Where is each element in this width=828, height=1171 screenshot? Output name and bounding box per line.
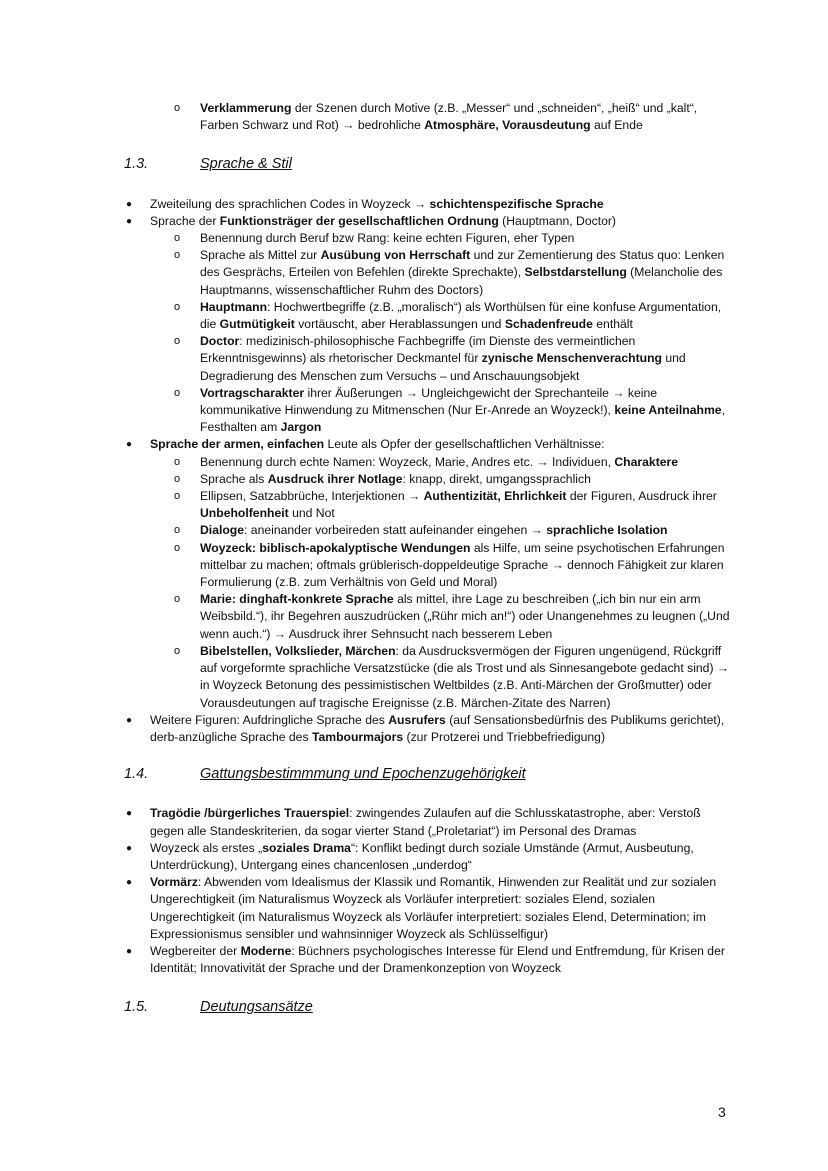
bold-text: Hauptmann [200, 299, 268, 314]
disc-bullet-icon: ● [126, 808, 133, 820]
bold-text: Moderne [240, 943, 292, 958]
bold-text: zynische Menschenverachtung [481, 351, 662, 366]
section-heading-1-3 [124, 156, 734, 173]
sub-bullet-item [124, 454, 734, 471]
section-1-3-list [124, 196, 734, 747]
text-run: : medizinisch-philosophische Fachbegriffe (im Dienste des vermeintlichen Erkenntnisgewinns) als rhetorischer Deckmantel für [200, 334, 636, 366]
text-run: : aneinander vorbeireden statt aufeinander eingehen → [244, 523, 547, 538]
bold-text: Bibelstellen, Volkslieder, Märchen [200, 643, 396, 658]
circle-bullet-icon: o [174, 524, 181, 537]
bold-text: Sprache der armen, einfachen [150, 437, 325, 452]
text-run: Sprache der [150, 213, 220, 228]
item-text [150, 875, 716, 941]
text-run: : Abwenden vom Idealismus der Klassik und Romantik, Hinwenden zur Realität und zur sozialen Ungerechtigkeit (im Naturalismus Woyzeck als Vorläufer interpretiert: soziales Elend, sozialen Ungerechtigkeit (im Naturalismus Woyzeck als Vorläufer interpretiert: soziales Elend, Determination; im Expressionismus sensibler und wahnsinniger Woyzeck als Schlüsselfigur) [150, 875, 717, 941]
text-run: auf Ende [590, 118, 643, 133]
intro-item-text [200, 101, 697, 132]
section-number: 1.4. [124, 766, 149, 783]
bold-text: Atmosphäre, Vorausdeutung [424, 118, 591, 133]
bold-text: Vortragscharakter [200, 385, 305, 400]
circle-bullet-icon: o [174, 300, 181, 313]
document-body [124, 100, 734, 1017]
item-text [200, 231, 574, 245]
bullet-item [124, 840, 734, 874]
bold-text: keine Anteilnahme [614, 403, 722, 418]
item-text [200, 472, 591, 486]
text-run: als mittel, ihre Lage zu beschreiben („ich bin nur ein arm Weibsbild.“), ihr Begehren auszudrücken („Rühr mich an!“) oder Unangenehmes zu leugnen („Und wenn auch.“) → Ausdruck ihrer Sehnsucht nach besserem Leben [200, 592, 730, 641]
section-title: Sprache & Stil [200, 156, 292, 173]
text-run: und zur Zementierung des Status quo: Lenken des Gesprächs, Erteilen von Befehlen (direkte Sprechakte), [200, 248, 725, 280]
bold-text: soziales Drama [262, 840, 351, 855]
text-run: (Melancholie des Hauptmanns, wissenschaftlicher Ruhm des Doctors) [200, 265, 723, 297]
item-text [150, 944, 725, 975]
text-run: Sprache als Mittel zur [200, 248, 321, 263]
item-text [200, 248, 724, 296]
text-run: Woyzeck als erstes „ [150, 840, 263, 855]
text-run: Ellipsen, Satzabbrüche, Interjektionen → [200, 489, 424, 504]
text-run: : zwingendes Zulaufen auf die Schlusskatastrophe, aber: Verstoß gegen alle Standeskriterien, da sogar vierter Stand („Proletariat“) im Personal des Dramas [150, 806, 701, 838]
bold-text: Gutmütigkeit [219, 317, 295, 332]
disc-bullet-icon: ● [126, 215, 133, 227]
item-text [200, 644, 729, 710]
bold-text: sprachliche Isolation [546, 523, 668, 538]
text-run: “: Konflikt bedingt durch soziale Umstände (Armut, Ausbeutung, Unterdrückung), Untergang eines chancenlosen „underdog“ [150, 840, 694, 872]
bold-text: Selbstdarstellung [524, 265, 627, 280]
bold-text: Schadenfreude [504, 317, 593, 332]
item-text [150, 437, 605, 451]
text-run: vortäuscht, aber Herablassungen und [294, 317, 505, 332]
text-run: und Degradierung des Menschen zum Versuchs – und Anschauungsobjekt [200, 351, 686, 383]
text-run: : knapp, direkt, umgangssprachlich [402, 471, 591, 486]
bold-text: Unbeholfenheit [200, 506, 289, 521]
sub-bullet-item [124, 488, 734, 522]
section-heading-1-5 [124, 999, 734, 1016]
item-text [150, 841, 694, 872]
bold-text: Tragödie /bürgerliches Trauerspiel [150, 806, 350, 821]
item-text [150, 713, 724, 744]
text-run: Sprache als [200, 471, 268, 486]
disc-bullet-icon: ● [126, 945, 133, 957]
circle-bullet-icon: o [174, 386, 181, 399]
item-text [200, 300, 721, 331]
bold-text: Verklammerung [200, 101, 292, 115]
text-run: Benennung durch Beruf bzw Rang: keine echten Figuren, eher Typen [200, 231, 575, 246]
item-text [150, 806, 701, 837]
section-title: Gattungsbestimmmung und Epochenzugehörigkeit [200, 766, 526, 783]
bold-text: Marie: dinghaft-konkrete Sprache [200, 592, 394, 607]
sub-bullet-item [124, 385, 734, 437]
sub-bullet-item [124, 643, 734, 712]
bold-text: Woyzeck: biblisch-apokalyptische Wendungen [200, 540, 471, 555]
text-run: Leute als Opfer der gesellschaftlichen Verhältnisse: [324, 437, 605, 452]
item-text [150, 214, 616, 228]
sub-bullet-item [124, 247, 734, 299]
sub-bullet-item [124, 299, 734, 333]
circle-bullet-icon: o [174, 644, 181, 657]
text-run: (auf Sensationsbedürfnis des Publikums gerichtet), derb-anzügliche Sprache des [150, 712, 725, 744]
text-run: Benennung durch echte Namen: Woyzeck, Marie, Andres etc. → Individuen, [200, 454, 615, 469]
bullet-item [124, 943, 734, 977]
bold-text: schichtenspezifische Sprache [429, 196, 604, 211]
circle-bullet-icon: o [174, 541, 181, 554]
text-run: enthält [592, 317, 633, 332]
text-run: (Hauptmann, Doctor) [498, 213, 616, 228]
bullet-item [124, 712, 734, 746]
item-text [200, 455, 678, 469]
item-text [200, 489, 717, 520]
text-run: : Hochwertbegriffe (z.B. „moralisch“) als Worthülsen für eine konfuse Argumentation, die [200, 299, 722, 332]
sub-bullet-item [124, 333, 734, 385]
circle-bullet-icon: o [174, 335, 181, 348]
item-text [200, 541, 724, 589]
bullet-item [124, 196, 734, 213]
circle-bullet-icon: o [174, 490, 181, 503]
bold-text: Ausrufers [388, 712, 446, 727]
sub-bullet-item [124, 540, 734, 592]
item-text [200, 386, 725, 434]
circle-bullet-icon: o [174, 232, 181, 245]
circle-bullet-icon: o [174, 102, 181, 114]
sub-bullet-item [124, 591, 734, 643]
text-run: der Figuren, Ausdruck ihrer [566, 489, 717, 504]
sub-bullet-item [124, 522, 734, 539]
item-text [200, 334, 686, 382]
bold-text: Tambourmajors [311, 729, 404, 744]
section-number: 1.5. [124, 999, 149, 1016]
text-run: : da Ausdrucksvermögen der Figuren ungenügend, Rückgriff auf vorgeformte sprachliche Versatzstücke (die als Trost und als Sinnesangebote gedacht sind) → in Woyzeck Betonung des pessimistischen Weltbildes (z.B. Anti-Märchen der Großmutter) oder Vorausdeutungen auf tragische Ereignisse (z.B. Märchen-Zitate des Narren) [200, 643, 730, 710]
bold-text: Authentizität, Ehrlichkeit [423, 489, 567, 504]
text-run: (zur Protzerei und Triebbefriedigung) [403, 729, 606, 744]
bullet-item [124, 874, 734, 943]
disc-bullet-icon: ● [126, 198, 133, 210]
bold-text: Charaktere [614, 454, 679, 469]
text-run: , Festhalten am [200, 403, 725, 435]
bold-text: Vormärz [150, 875, 198, 890]
text-run: : Büchners psychologisches Interesse für Elend und Entfremdung, für Krisen der Identität; Innovativität der Sprache und der Dramenkonzeption von Woyzeck [150, 943, 725, 976]
bullet-item [124, 805, 734, 839]
section-heading-1-4 [124, 766, 734, 783]
text-run: der Szenen durch Motive (z.B. „Messer“ und „schneiden“, „heiß“ und „kalt“, Farben Schwarz und Rot) → bedrohliche [200, 101, 698, 133]
disc-bullet-icon: ● [126, 439, 133, 451]
circle-bullet-icon: o [174, 249, 181, 262]
section-1-4-list [124, 805, 734, 977]
bold-text: Funktionsträger der gesellschaftlichen Ordnung [219, 213, 499, 228]
circle-bullet-icon: o [174, 455, 181, 468]
text-run: als Hilfe, um seine psychotischen Erfahrungen mittelbar zu machen; oftmals grüblerisch-doppeldeutige Sprache → dennoch Fähigkeit zur klaren Formulierung (z.B. zum Verhältnis von Geld und Moral) [200, 540, 725, 590]
disc-bullet-icon: ● [126, 842, 133, 854]
intro-list-item [124, 100, 734, 134]
page-number: 3 [718, 1104, 726, 1120]
bold-text: Dialoge [200, 523, 245, 538]
sub-bullet-item [124, 471, 734, 488]
item-text [200, 592, 730, 640]
disc-bullet-icon: ● [126, 714, 133, 726]
bullet-item [124, 213, 734, 230]
text-run: Zweiteilung des sprachlichen Codes in Woyzeck → [150, 196, 430, 211]
bold-text: Ausdruck ihrer Notlage [267, 471, 403, 486]
item-text [200, 523, 667, 537]
bold-text: Ausübung von Herrschaft [320, 248, 471, 263]
circle-bullet-icon: o [174, 472, 181, 485]
section-number: 1.3. [124, 156, 149, 173]
bold-text: Jargon [280, 420, 322, 435]
text-run: Weitere Figuren: Aufdringliche Sprache des [150, 712, 389, 727]
item-text [150, 197, 604, 211]
circle-bullet-icon: o [174, 593, 181, 606]
sub-bullet-item [124, 230, 734, 247]
text-run: ihrer Äußerungen → Ungleichgewicht der Sprechanteile → keine kommunikative Hinwendung zu Mitmenschen (Nur Er-Anrede an Woyzeck!), [200, 385, 658, 418]
bullet-item [124, 436, 734, 453]
text-run: und Not [288, 506, 335, 521]
disc-bullet-icon: ● [126, 877, 133, 889]
bold-text: Doctor [200, 334, 240, 349]
text-run: Wegbereiter der [150, 943, 241, 958]
section-title: Deutungsansätze [200, 999, 313, 1016]
